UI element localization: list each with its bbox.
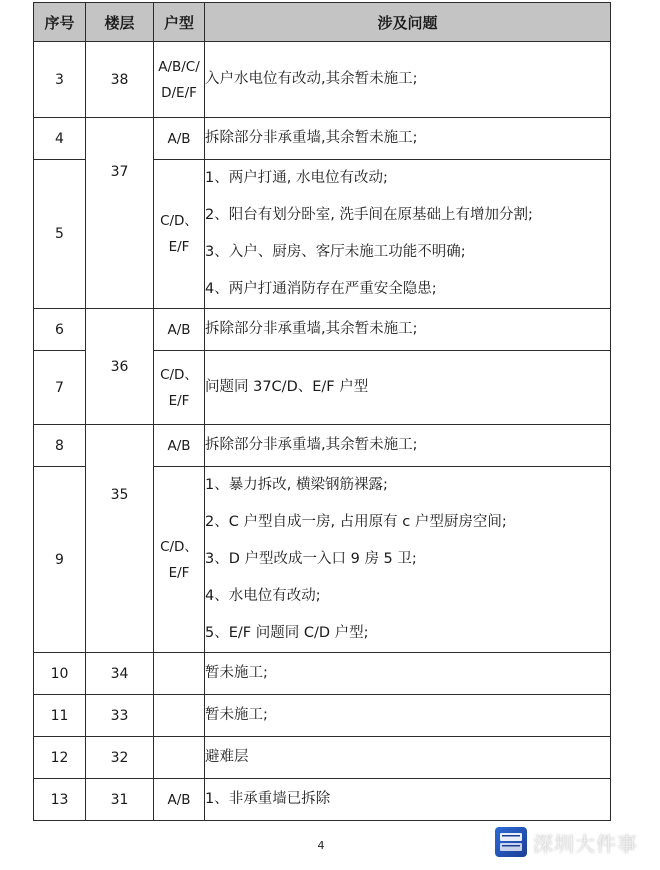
row-number: 5 [34,160,86,309]
page-number: 4 [317,839,325,852]
unit-type-line: D/E/F [161,84,197,101]
watermark [495,824,655,860]
issue-line: 拆除部分非承重墙,其余暂未施工; [205,321,418,337]
issue-line: 2、阳台有划分卧室, 洗手间在原基础上有增加分割; [205,207,533,223]
unit-type-line: C/D、 [160,213,198,229]
row-number: 9 [34,467,86,653]
issue-cell [205,118,611,160]
unit-type-cell [154,160,205,309]
issue-cell [205,737,611,779]
issue-line: 拆除部分非承重墙,其余暂未施工; [205,437,418,453]
issue-line: 3、入户、厨房、客厅未施工功能不明确; [205,244,466,260]
header-floor: 楼层 [86,3,154,42]
issue-cell [205,42,611,118]
header-issues: 涉及问题 [205,3,611,42]
table-row [34,695,611,737]
row-number: 3 [34,42,86,118]
issue-line: 暂未施工; [205,665,268,681]
unit-type-cell: A/B [154,779,205,821]
header-unit-type: 户型 [154,3,205,42]
issue-cell [205,160,611,309]
floor-cell: 35 [86,425,154,653]
issue-cell [205,467,611,653]
issue-line: 4、水电位有改动; [205,588,321,604]
floor-cell: 38 [86,42,154,118]
watermark-text: 深圳大件事 [533,831,638,856]
issue-cell [205,425,611,467]
issue-line: 1、两户打通, 水电位有改动; [205,170,388,186]
floor-cell: 37 [86,118,154,309]
issue-line: 问题同 37C/D、E/F 户型 [205,379,369,395]
table-row [34,737,611,779]
table-row [34,309,611,351]
issue-cell [205,309,611,351]
floor-cell: 33 [86,695,154,737]
issue-line: 5、E/F 问题同 C/D 户型; [205,625,369,641]
watermark-logo-icon [495,827,527,857]
unit-type-line: E/F [168,392,190,409]
unit-type-line: E/F [168,564,190,581]
row-number: 4 [34,118,86,160]
unit-type-line: E/F [168,239,190,255]
issue-line: 避难层 [205,749,249,765]
row-number: 6 [34,309,86,351]
issue-line: 2、C 户型自成一房, 占用原有 c 户型厨房空间; [205,514,507,530]
row-number: 7 [34,351,86,425]
row-number: 12 [34,737,86,779]
watermark-logo-mark-icon [498,831,524,853]
unit-type-cell: A/B [154,425,205,467]
unit-type-line: C/D、 [160,366,198,383]
table-row [34,779,611,821]
unit-type-cell [154,467,205,653]
table-row [34,653,611,695]
floor-cell: 34 [86,653,154,695]
unit-type-cell [154,653,205,695]
issue-cell [205,351,611,425]
table-header-row [34,3,611,42]
issue-line: 4、两户打通消防存在严重安全隐患; [205,281,437,297]
issue-line: 暂未施工; [205,707,268,723]
unit-type-line: A/B/C/ [158,58,200,75]
issue-line: 拆除部分非承重墙,其余暂未施工; [205,130,418,146]
row-number: 13 [34,779,86,821]
floor-cell: 31 [86,779,154,821]
issues-table [33,2,611,821]
issue-cell [205,779,611,821]
row-number: 11 [34,695,86,737]
unit-type-cell [154,351,205,425]
table-row [34,425,611,467]
unit-type-cell: A/B [154,309,205,351]
unit-type-cell [154,42,205,118]
unit-type-cell [154,737,205,779]
table-row [34,118,611,160]
unit-type-line: C/D、 [160,538,198,555]
issue-line: 3、D 户型改成一入口 9 房 5 卫; [205,551,417,567]
issue-line: 入户水电位有改动,其余暂未施工; [205,71,418,87]
unit-type-cell: A/B [154,118,205,160]
table-row [34,42,611,118]
floor-cell: 32 [86,737,154,779]
floor-cell: 36 [86,309,154,425]
issue-cell [205,653,611,695]
issue-line: 1、暴力拆改, 横梁钢筋裸露; [205,477,388,493]
row-number: 8 [34,425,86,467]
header-number: 序号 [34,3,86,42]
row-number: 10 [34,653,86,695]
issue-line: 1、非承重墙已拆除 [205,791,331,807]
unit-type-cell [154,695,205,737]
issue-cell [205,695,611,737]
